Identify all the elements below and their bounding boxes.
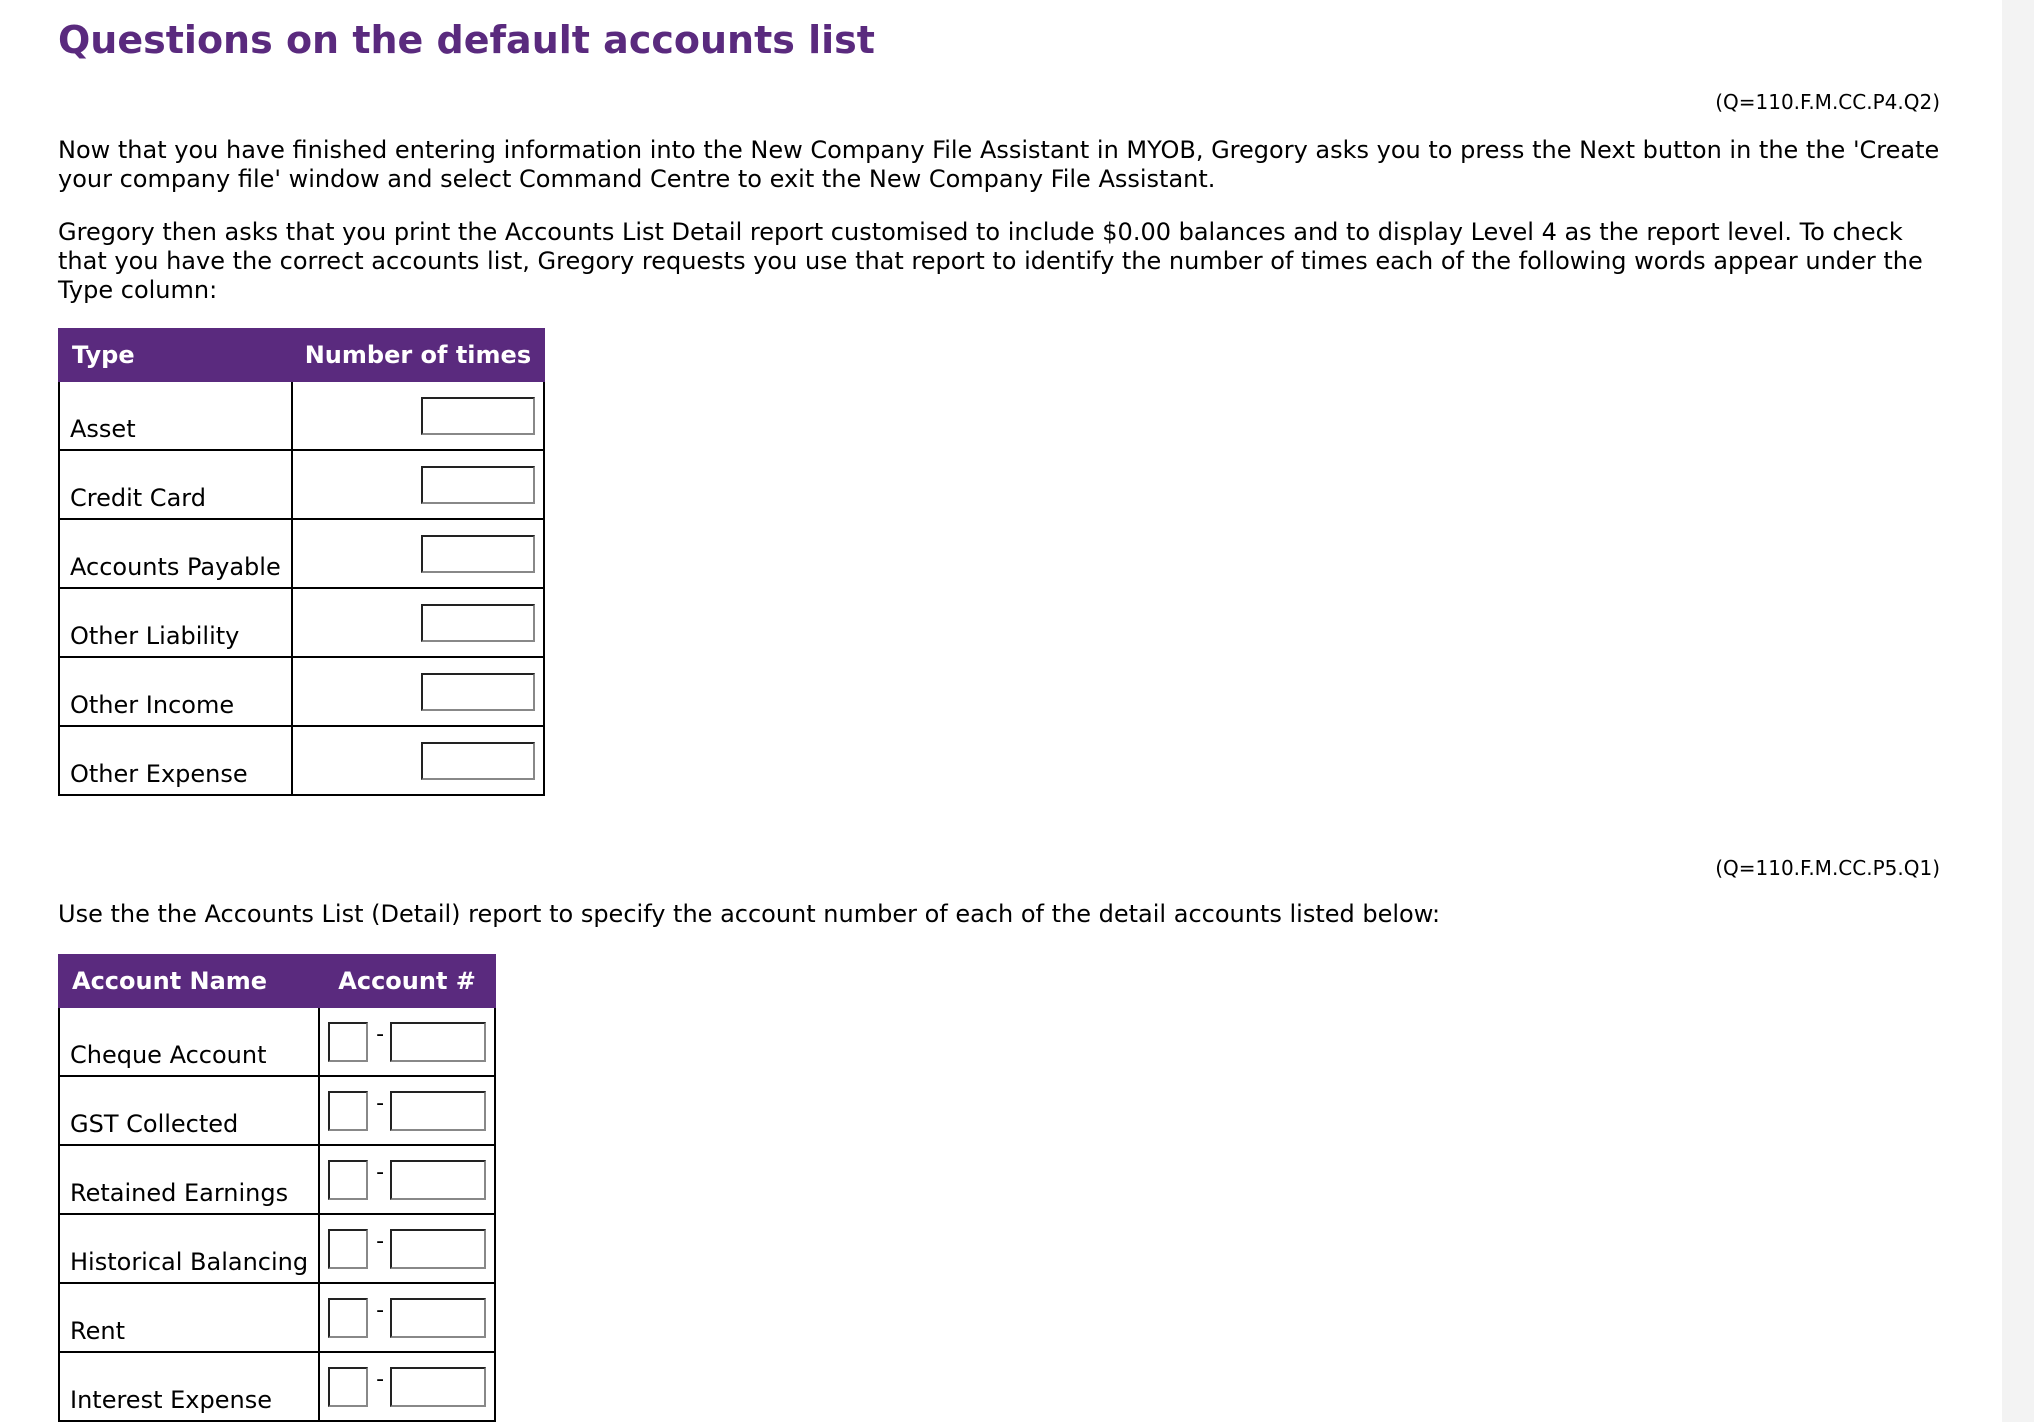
account-prefix-input[interactable] <box>328 1298 368 1338</box>
column-header-account-name: Account Name <box>59 955 319 1007</box>
type-label: Asset <box>59 381 292 450</box>
table-row <box>59 519 544 588</box>
account-number-cell <box>319 1007 495 1076</box>
account-prefix-input[interactable] <box>328 1091 368 1131</box>
account-suffix-input[interactable] <box>390 1229 486 1269</box>
table-row <box>59 1352 495 1421</box>
table-row <box>59 588 544 657</box>
count-cell <box>292 519 544 588</box>
instruction-paragraph: Use the the Accounts List (Detail) report to specify the account number of each of the detail accounts listed below: <box>58 900 1441 928</box>
table-row <box>59 450 544 519</box>
column-header-type: Type <box>59 329 292 381</box>
count-input-other-liability[interactable] <box>421 604 535 642</box>
account-prefix-input[interactable] <box>328 1160 368 1200</box>
account-separator: - <box>376 1091 385 1116</box>
type-label: Other Expense <box>59 726 292 795</box>
column-header-account-number: Account # <box>319 955 495 1007</box>
account-number-cell <box>319 1214 495 1283</box>
count-cell <box>292 381 544 450</box>
account-prefix-input[interactable] <box>328 1022 368 1062</box>
account-suffix-input[interactable] <box>390 1298 486 1338</box>
account-separator: - <box>376 1298 385 1323</box>
account-number-cell <box>319 1076 495 1145</box>
account-suffix-input[interactable] <box>390 1367 486 1407</box>
count-input-credit-card[interactable] <box>421 466 535 504</box>
account-name-label: GST Collected <box>59 1076 319 1145</box>
scrollbar-track[interactable] <box>2002 0 2034 1422</box>
table-row <box>59 1283 495 1352</box>
account-name-label: Rent <box>59 1283 319 1352</box>
account-name-label: Retained Earnings <box>59 1145 319 1214</box>
instruction-paragraph: Gregory then asks that you print the Accounts List Detail report customised to include $0.00 balances and to display Level 4 as the report level. To check that you have the correct accounts list, Gregory requests you use that report to identify the number of times each of the following words appear under the Type column: <box>58 218 1923 304</box>
table-row <box>59 657 544 726</box>
table-row <box>59 1007 495 1076</box>
account-suffix-input[interactable] <box>390 1091 486 1131</box>
count-input-asset[interactable] <box>421 397 535 435</box>
table-row <box>59 381 544 450</box>
count-input-other-income[interactable] <box>421 673 535 711</box>
column-header-number-of-times: Number of times <box>292 329 544 381</box>
type-label: Other Income <box>59 657 292 726</box>
account-number-table <box>58 954 496 1422</box>
table-row <box>59 1214 495 1283</box>
account-suffix-input[interactable] <box>390 1022 486 1062</box>
table-header-row <box>59 329 544 381</box>
count-cell <box>292 657 544 726</box>
account-separator: - <box>376 1367 385 1392</box>
account-separator: - <box>376 1160 385 1185</box>
page-title: Questions on the default accounts list <box>58 18 875 62</box>
account-name-label: Interest Expense <box>59 1352 319 1421</box>
type-label: Other Liability <box>59 588 292 657</box>
instruction-paragraph: Now that you have finished entering information into the New Company File Assistant in MYOB, Gregory asks you to press the Next button in the the 'Create your company file' window and select Command Centre to exit the New Company File Assistant. <box>58 136 1940 193</box>
type-count-table <box>58 328 545 796</box>
table-row <box>59 1076 495 1145</box>
account-name-label: Historical Balancing <box>59 1214 319 1283</box>
count-input-other-expense[interactable] <box>421 742 535 780</box>
table-header-row <box>59 955 495 1007</box>
type-label: Credit Card <box>59 450 292 519</box>
account-separator: - <box>376 1229 385 1254</box>
account-prefix-input[interactable] <box>328 1229 368 1269</box>
count-cell <box>292 450 544 519</box>
count-cell <box>292 588 544 657</box>
count-cell <box>292 726 544 795</box>
table-row <box>59 726 544 795</box>
table-row <box>59 1145 495 1214</box>
account-number-cell <box>319 1283 495 1352</box>
type-label: Accounts Payable <box>59 519 292 588</box>
account-prefix-input[interactable] <box>328 1367 368 1407</box>
account-separator: - <box>376 1022 385 1047</box>
question-reference: (Q=110.F.M.CC.P4.Q2) <box>1715 90 1940 114</box>
account-number-cell <box>319 1352 495 1421</box>
account-number-cell <box>319 1145 495 1214</box>
question-reference: (Q=110.F.M.CC.P5.Q1) <box>1715 856 1940 880</box>
account-suffix-input[interactable] <box>390 1160 486 1200</box>
count-input-accounts-payable[interactable] <box>421 535 535 573</box>
account-name-label: Cheque Account <box>59 1007 319 1076</box>
